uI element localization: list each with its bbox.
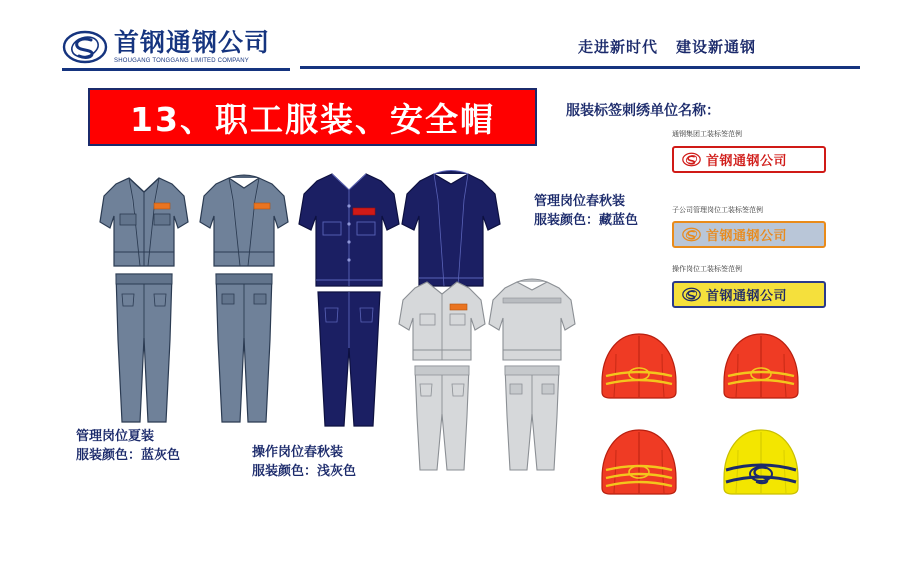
red-helmet-3 xyxy=(594,426,684,509)
chip-logo-icon-1 xyxy=(682,150,701,169)
garment-blue-suit-front xyxy=(96,170,192,435)
header-divider xyxy=(300,66,860,69)
label-caption-1: 通钢集团工装标签范例 xyxy=(672,130,742,138)
red-helmet-2 xyxy=(716,330,806,413)
caption-blue-suit xyxy=(76,428,180,466)
company-logo xyxy=(62,24,292,70)
logo-underline xyxy=(62,68,290,71)
chip-logo-icon-2 xyxy=(682,225,701,244)
label-chip-operator xyxy=(672,281,826,308)
caption-blue-line2: 服装颜色：蓝灰色 xyxy=(76,447,181,463)
chip-text-2: 首钢通钢公司 xyxy=(706,229,788,244)
labels-section-heading: 服装标签刺绣单位名称： xyxy=(566,103,720,119)
caption-navy-line1: 管理岗位春秋装 xyxy=(534,194,626,209)
header-slogan xyxy=(578,36,756,57)
shougang-logo-icon xyxy=(62,24,108,70)
page-title-box xyxy=(88,88,537,146)
label-caption-2: 子公司管理岗位工装标签范例 xyxy=(672,206,763,214)
caption-navy-line2: 服装颜色：藏蓝色 xyxy=(534,212,639,228)
caption-gray-suit xyxy=(252,444,356,482)
page-title: 13、职工服装、安全帽 xyxy=(130,99,495,139)
chip-logo-icon-3 xyxy=(682,285,701,304)
label-caption-3: 操作岗位工装标签范例 xyxy=(672,265,742,273)
caption-blue-line1: 管理岗位夏装 xyxy=(76,429,155,444)
label-chip-group xyxy=(672,146,826,173)
slogan-part-1: 走进新时代 xyxy=(578,38,659,56)
garment-gray-suit-front xyxy=(396,276,488,481)
red-helmet-1 xyxy=(594,330,684,413)
logo-company-name: 首钢通钢公司 xyxy=(114,27,271,57)
caption-gray-line1: 操作岗位春秋装 xyxy=(252,445,344,460)
label-chip-subsidiary xyxy=(672,221,826,248)
chip-text-1: 首钢通钢公司 xyxy=(706,154,788,169)
garment-blue-suit-back xyxy=(196,170,292,435)
chip-text-3: 首钢通钢公司 xyxy=(706,289,788,304)
yellow-helmet xyxy=(716,426,806,509)
garment-navy-suit-front xyxy=(296,166,402,439)
caption-navy-suit xyxy=(534,193,638,231)
slogan-part-2: 建设新通钢 xyxy=(676,38,757,56)
logo-company-name-en: SHOUGANG TONGGANG LIMITED COMPANY xyxy=(114,58,249,65)
garment-gray-suit-back xyxy=(486,276,578,481)
caption-gray-line2: 服装颜色：浅灰色 xyxy=(252,463,357,479)
